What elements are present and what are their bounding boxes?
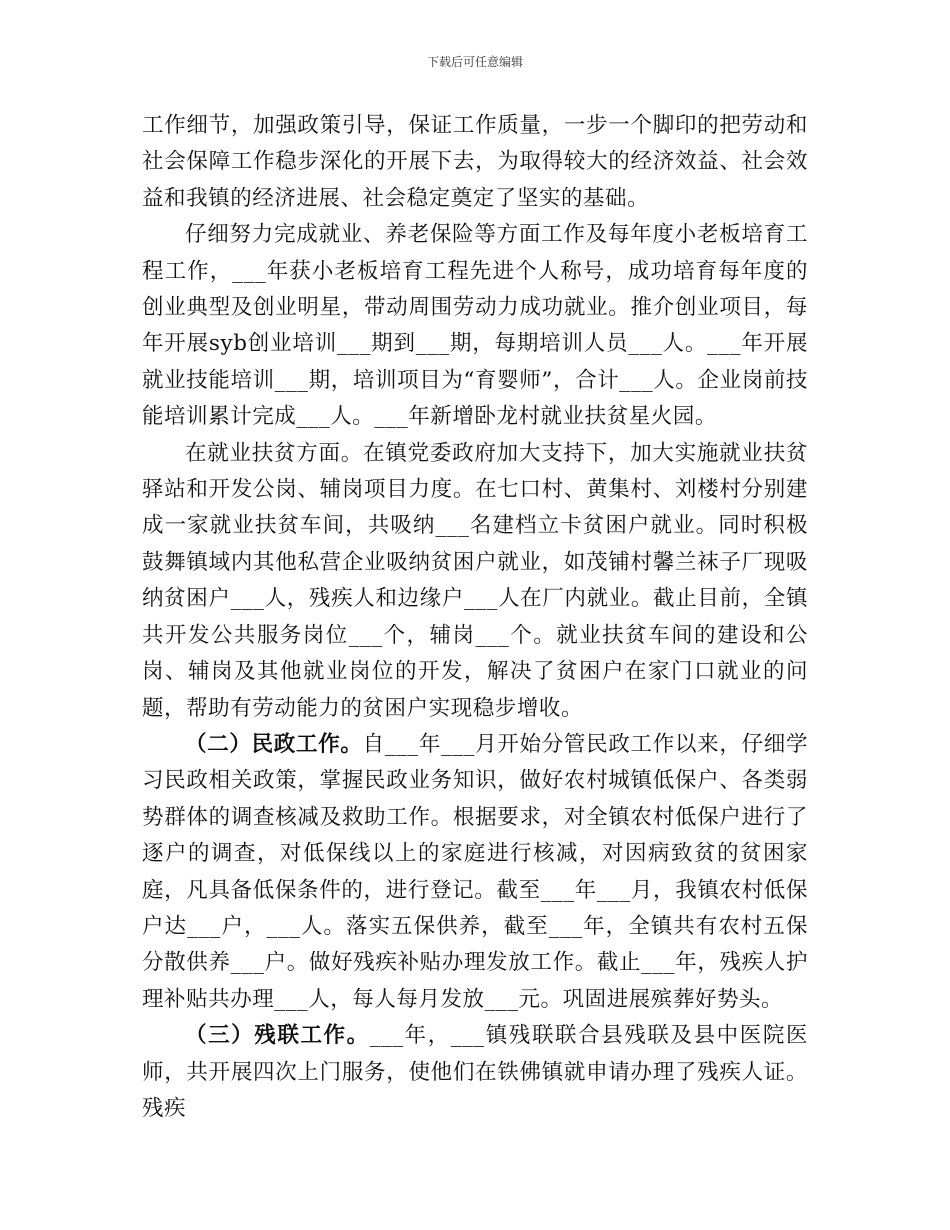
- page-header-note: 下载后可任意编辑: [426, 55, 523, 69]
- paragraph-text: 自___年___月开始分管民政工作以来，仔细学习民政相关政策，掌握民政业务知识，做好农村城镇低保户、各类弱势群体的调查核减及救助工作。根据要求，对全镇农村低保户进行了逐户的调查，对低保线以上的家庭进行核减，对因病致贫的贫困家庭，凡具备低保条件的，进行登记。截至___年___月，我镇农村低保户达___户，___人。落实五保供养，截至___年，全镇共有农村五保分散供养___户。做好残疾补贴办理发放工作。截止___年，残疾人护理补贴共办理___人，每人每月发放___元。巩固进展殡葬好势头。: [142, 731, 809, 1012]
- section-heading-civil-affairs: （二）民政工作。: [185, 731, 363, 757]
- paragraph-text: 仔细努力完成就业、养老保险等方面工作及每年度小老板培育工程工作，___年获小老板培育工程先进个人称号，成功培育每年度的创业典型及创业明星，带动周围劳动力成功就业。推介创业项目，每年开展syb创业培训___期到___期，每期培训人员___人。___年开展就业技能培训___期，培训项目为“育婴师”，合计___人。企业岗前技能培训累计完成___人。___年新增卧龙村就业扶贫星火园。: [142, 222, 808, 430]
- document-body: [142, 108, 808, 1127]
- paragraph-text: 在就业扶贫方面。在镇党委政府加大支持下，加大实施就业扶贫驿站和开发公岗、辅岗项目力度。在七口村、黄集村、刘楼村分别建成一家就业扶贫车间，共吸纳___名建档立卡贫困户就业。同时积极鼓舞镇域内其他私营企业吸纳贫困户就业，如茂铺村馨兰袜子厂现吸纳贫困户___人，残疾人和边缘户___人在厂内就业。截止目前，全镇共开发公共服务岗位___个，辅岗___个。就业扶贫车间的建设和公岗、辅岗及其他就业岗位的开发，解决了贫困户在家门口就业的问题，帮助有劳动能力的贫困户实现稳步增收。: [142, 440, 808, 721]
- paragraph-disabled-federation: [142, 1018, 808, 1127]
- paragraph-poverty-employment: [142, 436, 808, 727]
- section-heading-disabled-federation: （三）残联工作。: [185, 1023, 370, 1049]
- paragraph-continuation: [142, 108, 808, 217]
- paragraph-employment: [142, 217, 808, 435]
- paragraph-text: ___年，___镇残联联合县残联及县中医院医师，共开展四次上门服务，使他们在铁佛镇就申请办理了残疾人证。残疾: [142, 1023, 808, 1121]
- paragraph-text: 工作细节，加强政策引导，保证工作质量，一步一个脚印的把劳动和社会保障工作稳步深化的开展下去，为取得较大的经济效益、社会效益和我镇的经济进展、社会稳定奠定了坚实的基础。: [142, 113, 808, 211]
- paragraph-civil-affairs: [142, 727, 808, 1018]
